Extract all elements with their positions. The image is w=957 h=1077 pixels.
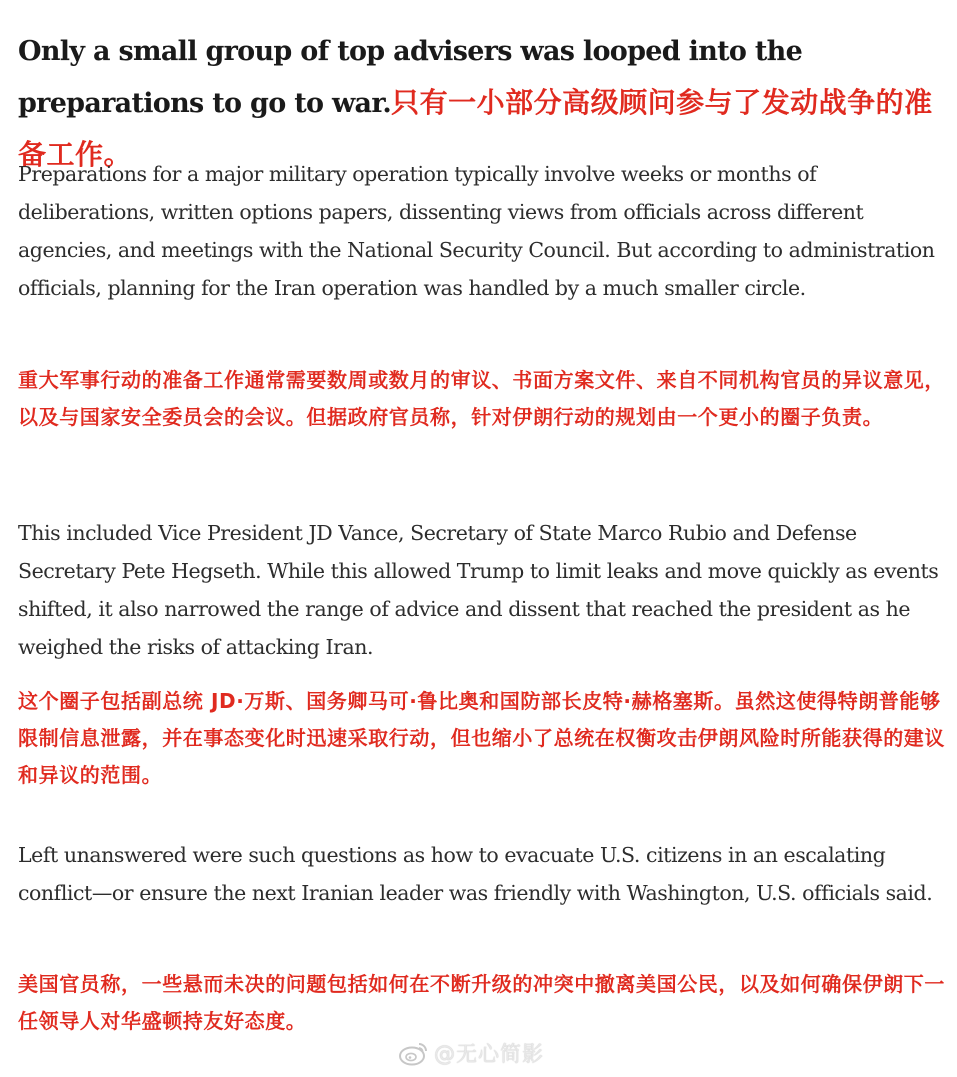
paragraph-2-chinese-translation: 这个圈子包括副总统 JD·万斯、国务卿马可·鲁比奥和国防部长皮特·赫格塞斯。虽然这使得特朗普能够限制信息泄露，并在事态变化时迅速采取行动，但也缩小了总统在权衡攻击伊朗风险时所能获得的建议和异议的范围。: [18, 689, 945, 787]
paragraph-1-chinese-translation: 重大军事行动的准备工作通常需要数周或数月的审议、书面方案文件、来自不同机构官员的异议意见，以及与国家安全委员会的会议。但据政府官员称，针对伊朗行动的规划由一个更小的圈子负责。: [18, 368, 945, 429]
heading-english: Only a small group of top advisers was looped into the preparations to go to war.: [18, 36, 803, 119]
watermark-text: @无心简影: [434, 1042, 544, 1066]
paragraph-2-english: This included Vice President JD Vance, Secretary of State Marco Rubio and Defense Secretary Pete Hegseth. While this allowed Trump to limit leaks and move quickly as events shifted, it also narrowed the range of advice and dissent that reached the president as he weighed the risks of attacking Iran.: [18, 521, 939, 659]
weibo-watermark: [398, 1036, 544, 1070]
weibo-logo-icon: [398, 1039, 430, 1067]
paragraph-3-english: Left unanswered were such questions as how to evacuate U.S. citizens in an escalating conflict—or ensure the next Iranian leader was friendly with Washington, U.S. officials said.: [18, 843, 933, 905]
paragraph-1-english: Preparations for a major military operation typically involve weeks or months of deliberations, written options papers, dissenting views from officials across different agencies, and meetings with the National Security Council. But according to administration officials, planning for the Iran operation was handled by a much smaller circle.: [18, 162, 935, 300]
paragraph-3-chinese-translation: 美国官员称，一些悬而未决的问题包括如何在不断升级的冲突中撤离美国公民，以及如何确保伊朗下一任领导人对华盛顿持友好态度。: [18, 972, 945, 1033]
heading-chinese-translation: 只有一小部分高级顾问参与了发动战争的准备工作。: [18, 86, 933, 171]
